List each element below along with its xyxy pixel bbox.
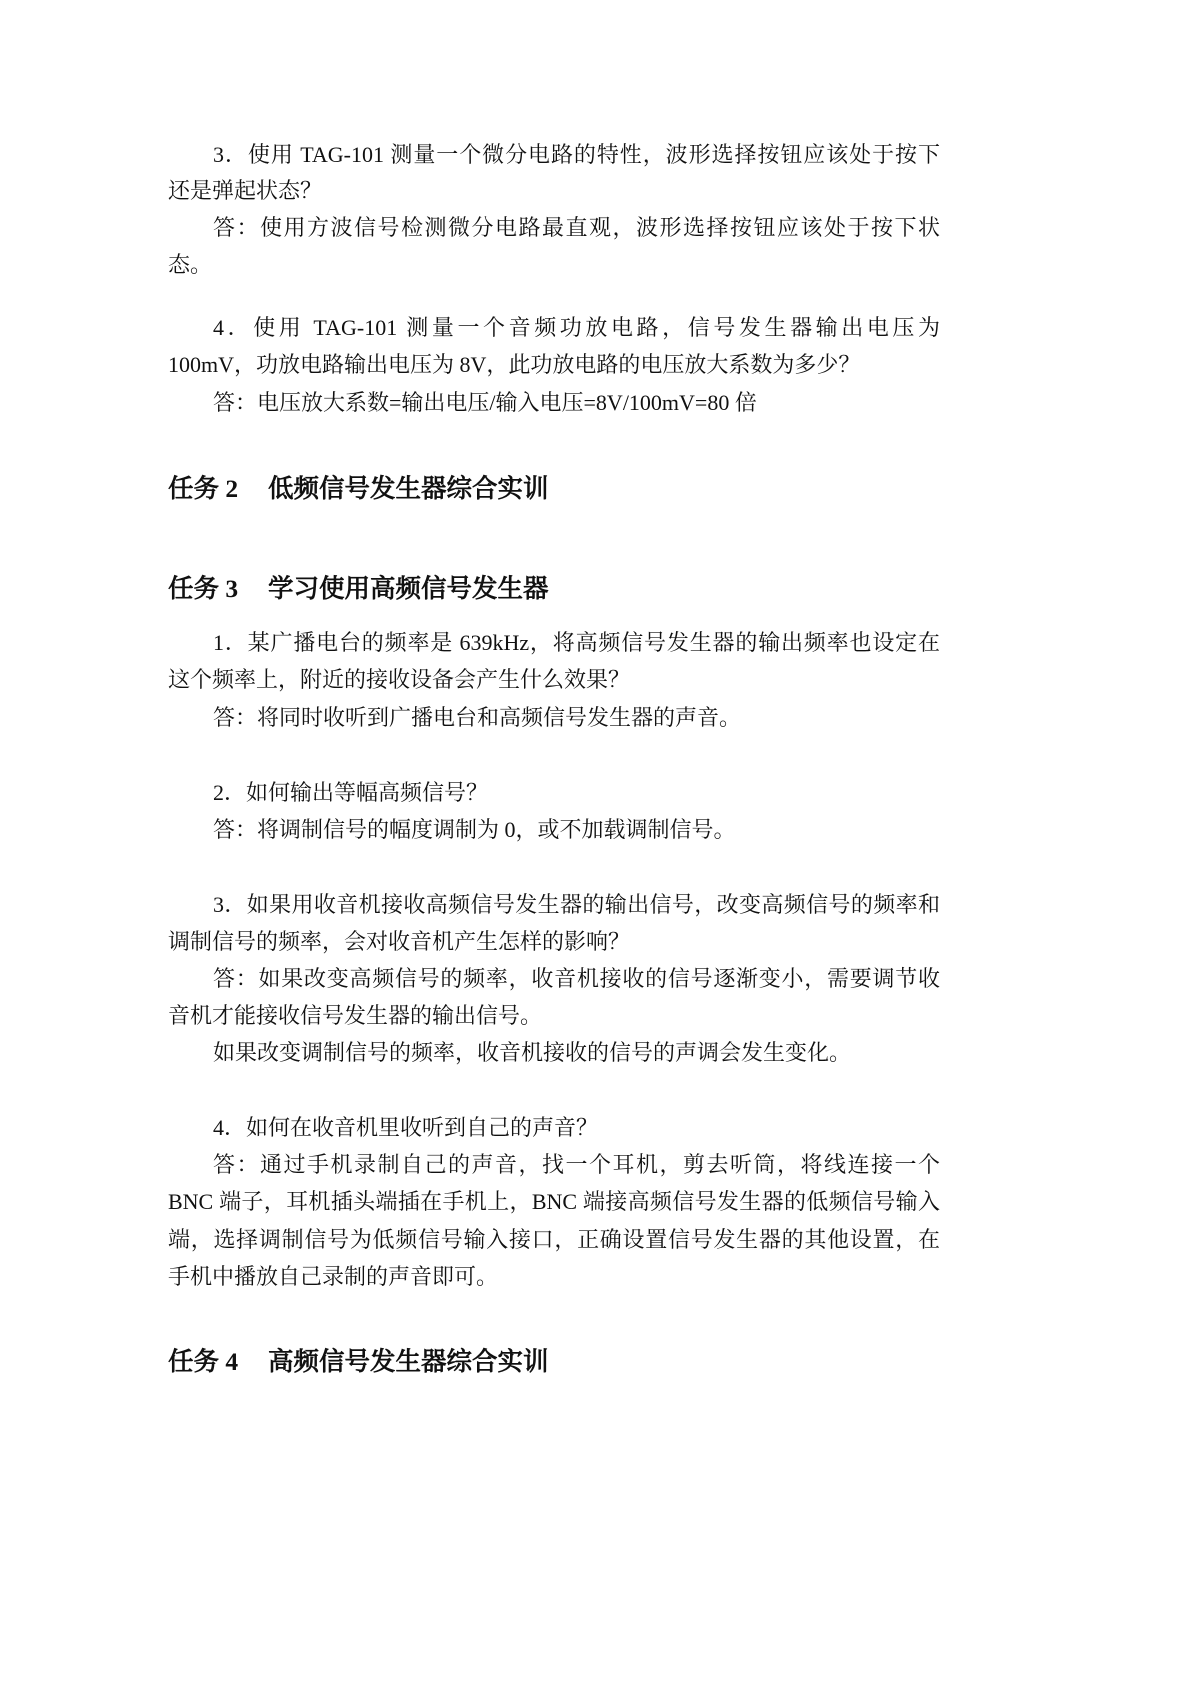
answer-line: 答：使用方波信号检测微分电路最直观，波形选择按钮应该处于按下状	[213, 215, 940, 240]
answer-line: 答：将同时收听到广播电台和高频信号发生器的声音。	[213, 705, 742, 730]
section-number: 任务 2	[168, 474, 239, 503]
answer-line: 答：如果改变高频信号的频率，收音机接收的信号逐渐变小，需要调节收	[213, 966, 940, 991]
question-line: 4．使用 TAG-101 测量一个音频功放电路，信号发生器输出电压为	[213, 315, 940, 340]
section-number: 任务 4	[168, 1347, 239, 1376]
answer-line: 态。	[168, 252, 213, 277]
question-line: 3．使用 TAG-101 测量一个微分电路的特性，波形选择按钮应该处于按下	[213, 142, 940, 167]
question-line: 3．如果用收音机接收高频信号发生器的输出信号，改变高频信号的频率和	[213, 892, 940, 917]
question-line: 还是弹起状态？	[168, 178, 323, 203]
answer-line: 端，选择调制信号为低频信号输入接口，正确设置信号发生器的其他设置，在	[168, 1227, 940, 1252]
section-heading	[168, 469, 549, 509]
question-line: 4．如何在收音机里收听到自己的声音？	[213, 1115, 599, 1140]
question-line: 调制信号的频率，会对收音机产生怎样的影响？	[168, 929, 631, 954]
question-line: 这个频率上，附近的接收设备会产生什么效果？	[168, 667, 631, 692]
answer-line: 答：电压放大系数=输出电压/输入电压=8V/100mV=80 倍	[213, 390, 757, 415]
section-heading	[168, 569, 549, 609]
answer-line: 答：通过手机录制自己的声音，找一个耳机，剪去听筒，将线连接一个	[213, 1152, 940, 1177]
section-title: 学习使用高频信号发生器	[268, 574, 549, 603]
answer-line: 如果改变调制信号的频率，收音机接收的信号的声调会发生变化。	[213, 1040, 852, 1065]
answer-line: BNC 端子，耳机插头端插在手机上，BNC 端接高频信号发生器的低频信号输入	[168, 1189, 940, 1214]
question-line: 2．如何输出等幅高频信号？	[213, 780, 489, 805]
section-number: 任务 3	[168, 574, 239, 603]
question-line: 1．某广播电台的频率是 639kHz，将高频信号发生器的输出频率也设定在	[213, 630, 940, 655]
answer-line: 音机才能接收信号发生器的输出信号。	[168, 1003, 543, 1028]
answer-line: 手机中播放自己录制的声音即可。	[168, 1264, 499, 1289]
section-title: 高频信号发生器综合实训	[268, 1347, 549, 1376]
section-title: 低频信号发生器综合实训	[268, 474, 549, 503]
section-heading	[168, 1342, 549, 1382]
question-line: 100mV，功放电路输出电压为 8V，此功放电路的电压放大系数为多少？	[168, 352, 861, 377]
answer-line: 答：将调制信号的幅度调制为 0，或不加载调制信号。	[213, 817, 736, 842]
